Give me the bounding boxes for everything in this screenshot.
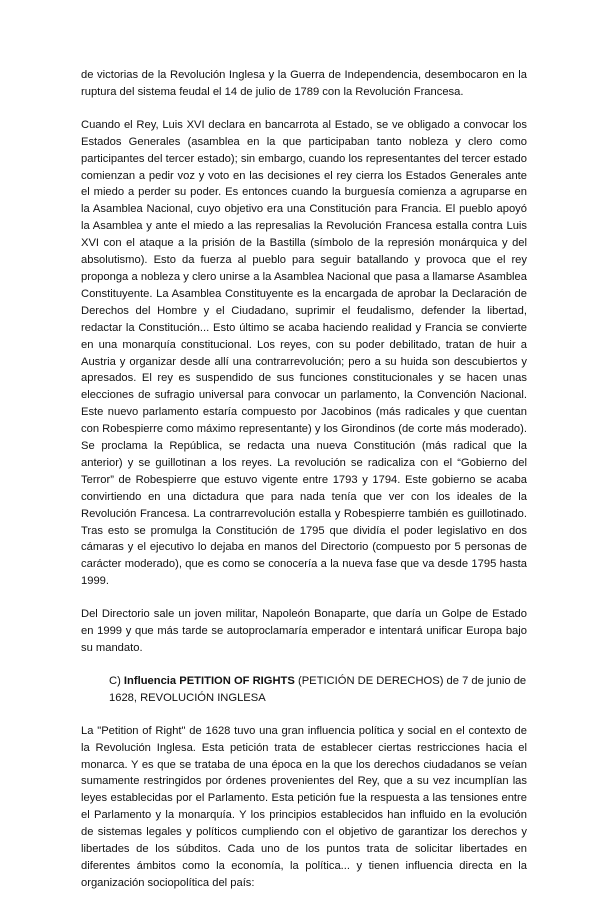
document-page	[81, 67, 527, 908]
section-heading-prefix: C)	[109, 674, 124, 687]
section-heading-bold: Influencia PETITION OF RIGHTS	[123, 674, 295, 687]
paragraph-intro-continuation: de victorias de la Revolución Inglesa y la Guerra de Independencia, desembocaron en la ruptura del sistema feudal el 14 de julio de 1789 con la Revolución Francesa.	[81, 69, 527, 98]
section-heading-rest: (PETICIÓN DE DERECHOS) de 7 de junio de 1628, REVOLUCIÓN INGLESA	[109, 674, 527, 704]
paragraph-napoleon: Del Directorio sale un joven militar, Napoleón Bonaparte, que daría un Golpe de Estado en 1999 y que más tarde se autoproclamaría emperador e intentará unificar Europa bajo su mandato.	[81, 608, 527, 654]
paragraph-french-revolution: Cuando el Rey, Luis XVI declara en bancarrota al Estado, se ve obligado a convocar los Estados Generales (asamblea en la que participaban tanto nobleza y clero como participantes del tercer estado); sin embargo, cuando los representantes del tercer estado comienzan a pedir voz y voto en las decisiones el rey cierra los Estados Generales ante el miedo a perder su poder. Es entonces cuando la burguesía comienza a agruparse en la Asamblea Nacional, cuyo objetivo era una Constitución para Francia. El pueblo apoyó la Asamblea y ante el miedo a las represalias la Revolución Francesa estalla contra Luis XVI con el ataque a la prisión de la Bastilla (símbolo de la represión monárquica y del absolutismo). Esto da fuerza al pueblo para seguir batallando y provoca que el rey proponga a nobleza y clero unirse a la Asamblea Nacional que pasa a llamarse Asamblea Constituyente. La Asamblea Constituyente es la encargada de aprobar la Declaración de Derechos del Hombre y el Ciudadano, suprimir el feudalismo, defender la libertad, redactar la Constitución... Esto último se acaba haciendo realidad y Francia se convierte en una monarquía constitucional. Los reyes, con su poder debilitado, tratan de huir a Austria y organizar desde allí una contrarrevolución; pero a su huida son descubiertos y apresados. El rey es suspendido de sus funciones constitucionales y se hacen unas elecciones de sufragio universal para convocar un parlamento, la Convención Nacional. Este nuevo parlamento estaría compuesto por Jacobinos (más radicales y que cuentan con Robespierre como máximo representante) y los Girondinos (de corte más moderado). Se proclama la República, se redacta una nueva Constitución (más radical que la anterior) y se guillotinan a los reyes. La revolución se radicaliza con el “Gobierno del Terror” de Robespierre que estuvo vigente entre 1793 y 1794. Este gobierno se acaba convirtiendo en una dictadura que para nada tenía que ver con los ideales de la Revolución Francesa. La contrarrevolución estalla y Robespierre también es guillotinado. Tras esto se promulga la Constitución de 1795 que dividía el poder legislativo en dos cámaras y el ejecutivo lo dejaba en manos del Directorio (compuesto por 5 personas de carácter moderado), que es como se conocería a la nueva fase que va desde 1795 hasta 1999.	[81, 118, 527, 588]
section-heading	[81, 673, 527, 707]
paragraph-petition-of-right: La "Petition of Right" de 1628 tuvo una gran influencia política y social en el contexto de la Revolución Inglesa. Esta petición trata de establecer ciertas restricciones hacia el monarca. Y es que se trataba de una época en la que los derechos ciudadanos se veían sumamente restringidos por órdenes provenientes del Rey, que a su vez incumplían las leyes establecidas por el Parlamento. Esta petición fue la respuesta a las tensiones entre el Parlamento y la monarquía. Y los principios establecidos han influido en la evolución de sistemas legales y políticos cumpliendo con el objetivo de garantizar los derechos y libertades de los súbditos. Cada uno de los puntos trata de solicitar libertades en diferentes ámbitos como la economía, la política... y tienen influencia directa en la organización sociopolítica del país:	[81, 724, 527, 889]
